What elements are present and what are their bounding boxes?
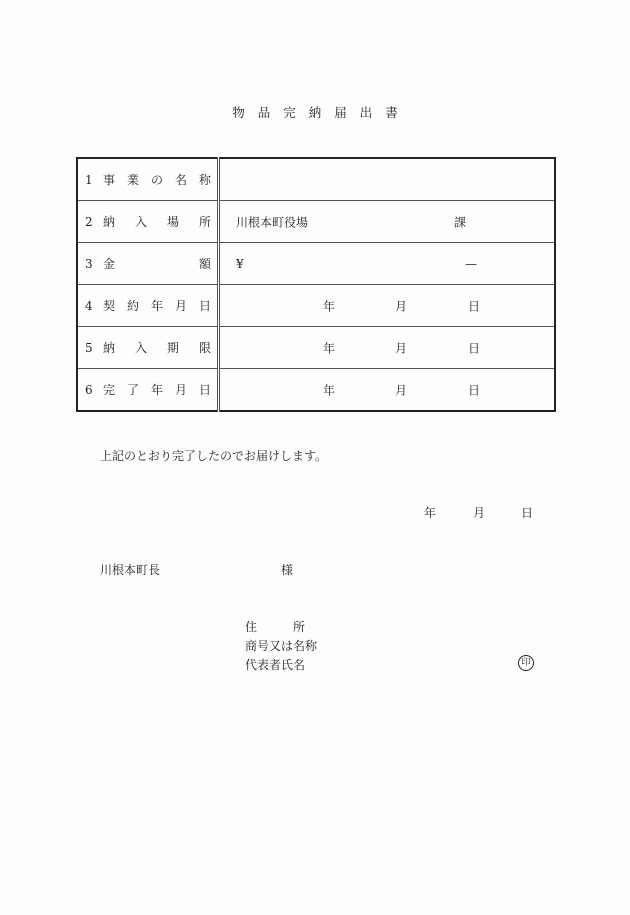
delivery-deadline-field[interactable]: 年 月 日 (219, 327, 556, 369)
row-label: 4 契 約 年 月 日 (85, 298, 211, 313)
representative-label: 代表者氏名 (245, 658, 306, 672)
submit-date-year[interactable]: 年 (424, 506, 437, 520)
company-name-label: 商号又は名称 (245, 639, 318, 653)
table-row (77, 201, 555, 243)
addressee-honorific: 様 (281, 563, 294, 577)
amount-dash: — (465, 256, 477, 271)
table-row (77, 158, 555, 201)
address-label: 住 所 (245, 620, 306, 634)
yen-sign: ¥ (236, 256, 244, 271)
submit-date-day[interactable]: 日 (521, 506, 534, 520)
row-label: 1 事 業 の 名 称 (85, 172, 211, 187)
table-row (77, 327, 555, 369)
form-table (76, 157, 556, 412)
seal-icon: 印 (518, 655, 534, 671)
table-row (77, 285, 555, 327)
row-label: 6 完 了 年 月 日 (85, 382, 211, 397)
office-name: 川根本町役場 (236, 215, 309, 229)
contract-date-field[interactable]: 年 月 日 (219, 285, 556, 327)
business-name-field[interactable] (219, 158, 556, 201)
row-label: 5 納 入 期 限 (85, 340, 211, 355)
row-label: 2 納 入 場 所 (85, 214, 211, 229)
row-label: 3 金 額 (85, 256, 211, 271)
addressee-name: 川根本町長 (100, 563, 161, 577)
delivery-place-field[interactable] (219, 201, 556, 243)
document-title: 物品完納届出書 (232, 105, 411, 120)
amount-field[interactable] (219, 243, 556, 285)
table-row (77, 369, 555, 412)
submit-date-month[interactable]: 月 (473, 506, 486, 520)
statement-text: 上記のとおり完了したのでお届けします。 (100, 449, 328, 463)
completion-date-field[interactable]: 年 月 日 (219, 369, 556, 412)
section-label: 課 (454, 215, 467, 229)
table-row (77, 243, 555, 285)
